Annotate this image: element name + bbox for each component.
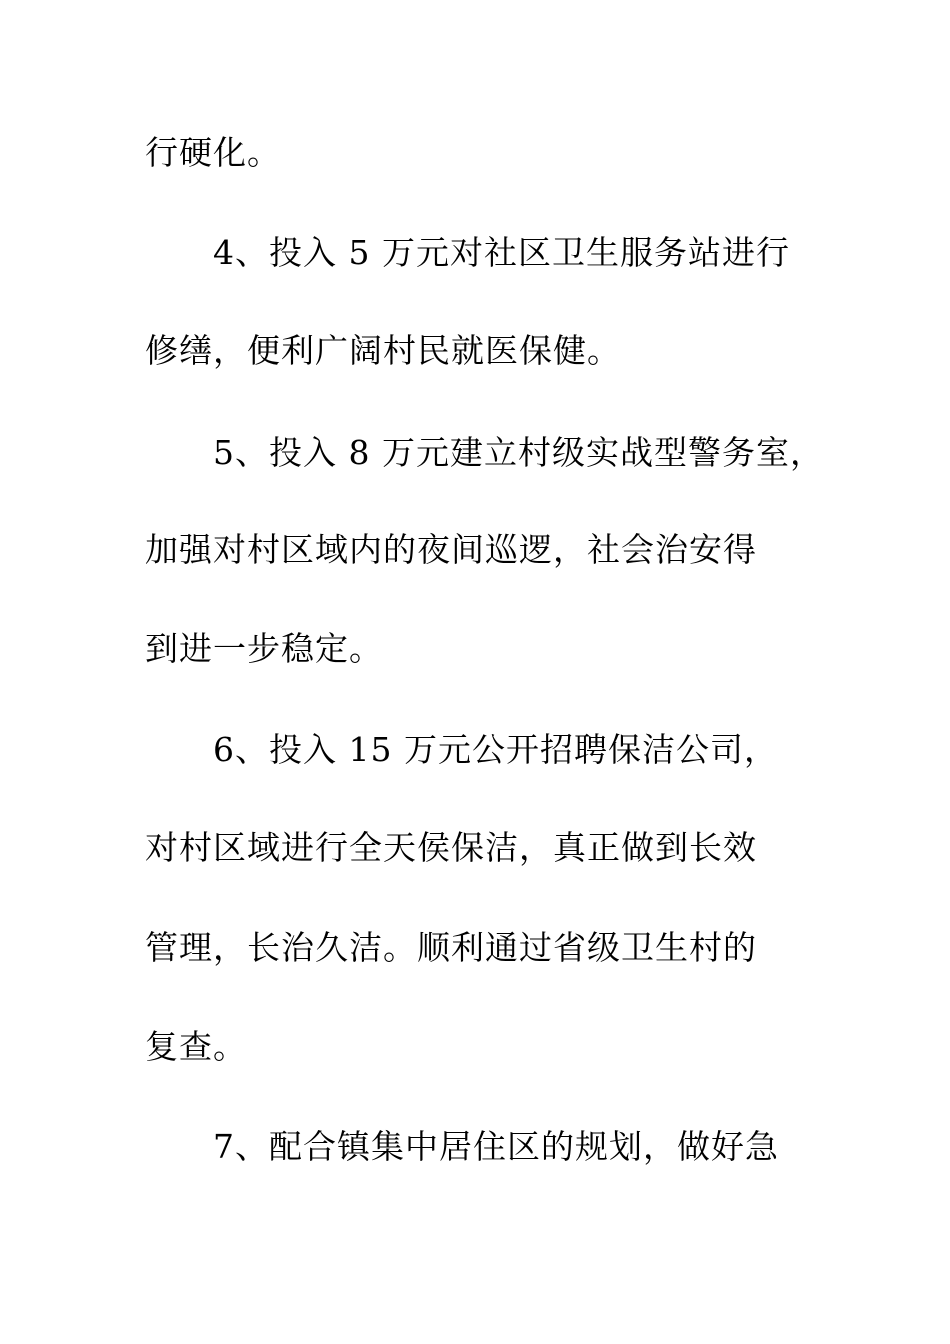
text-line-7: 6、投入 15 万元公开招聘保洁公司， <box>213 730 778 769</box>
text-line-11: 7、配合镇集中居住区的规划，做好急 <box>213 1127 779 1166</box>
text-line-2: 4、投入 5 万元对社区卫生服务站进行 <box>213 233 790 272</box>
text-line-4: 5、投入 8 万元建立村级实战型警务室， <box>213 433 824 472</box>
text-line-8: 对村区域进行全天侯保洁，真正做到长效 <box>145 828 757 867</box>
text-line-5: 加强对村区域内的夜间巡逻，社会治安得 <box>145 530 757 569</box>
text-line-1: 行硬化。 <box>145 133 281 172</box>
text-line-10: 复查。 <box>145 1027 247 1066</box>
text-line-6: 到进一步稳定。 <box>145 629 383 668</box>
text-line-3: 修缮，便利广阔村民就医保健。 <box>145 331 621 370</box>
text-line-9: 管理，长治久洁。顺利通过省级卫生村的 <box>145 928 757 967</box>
